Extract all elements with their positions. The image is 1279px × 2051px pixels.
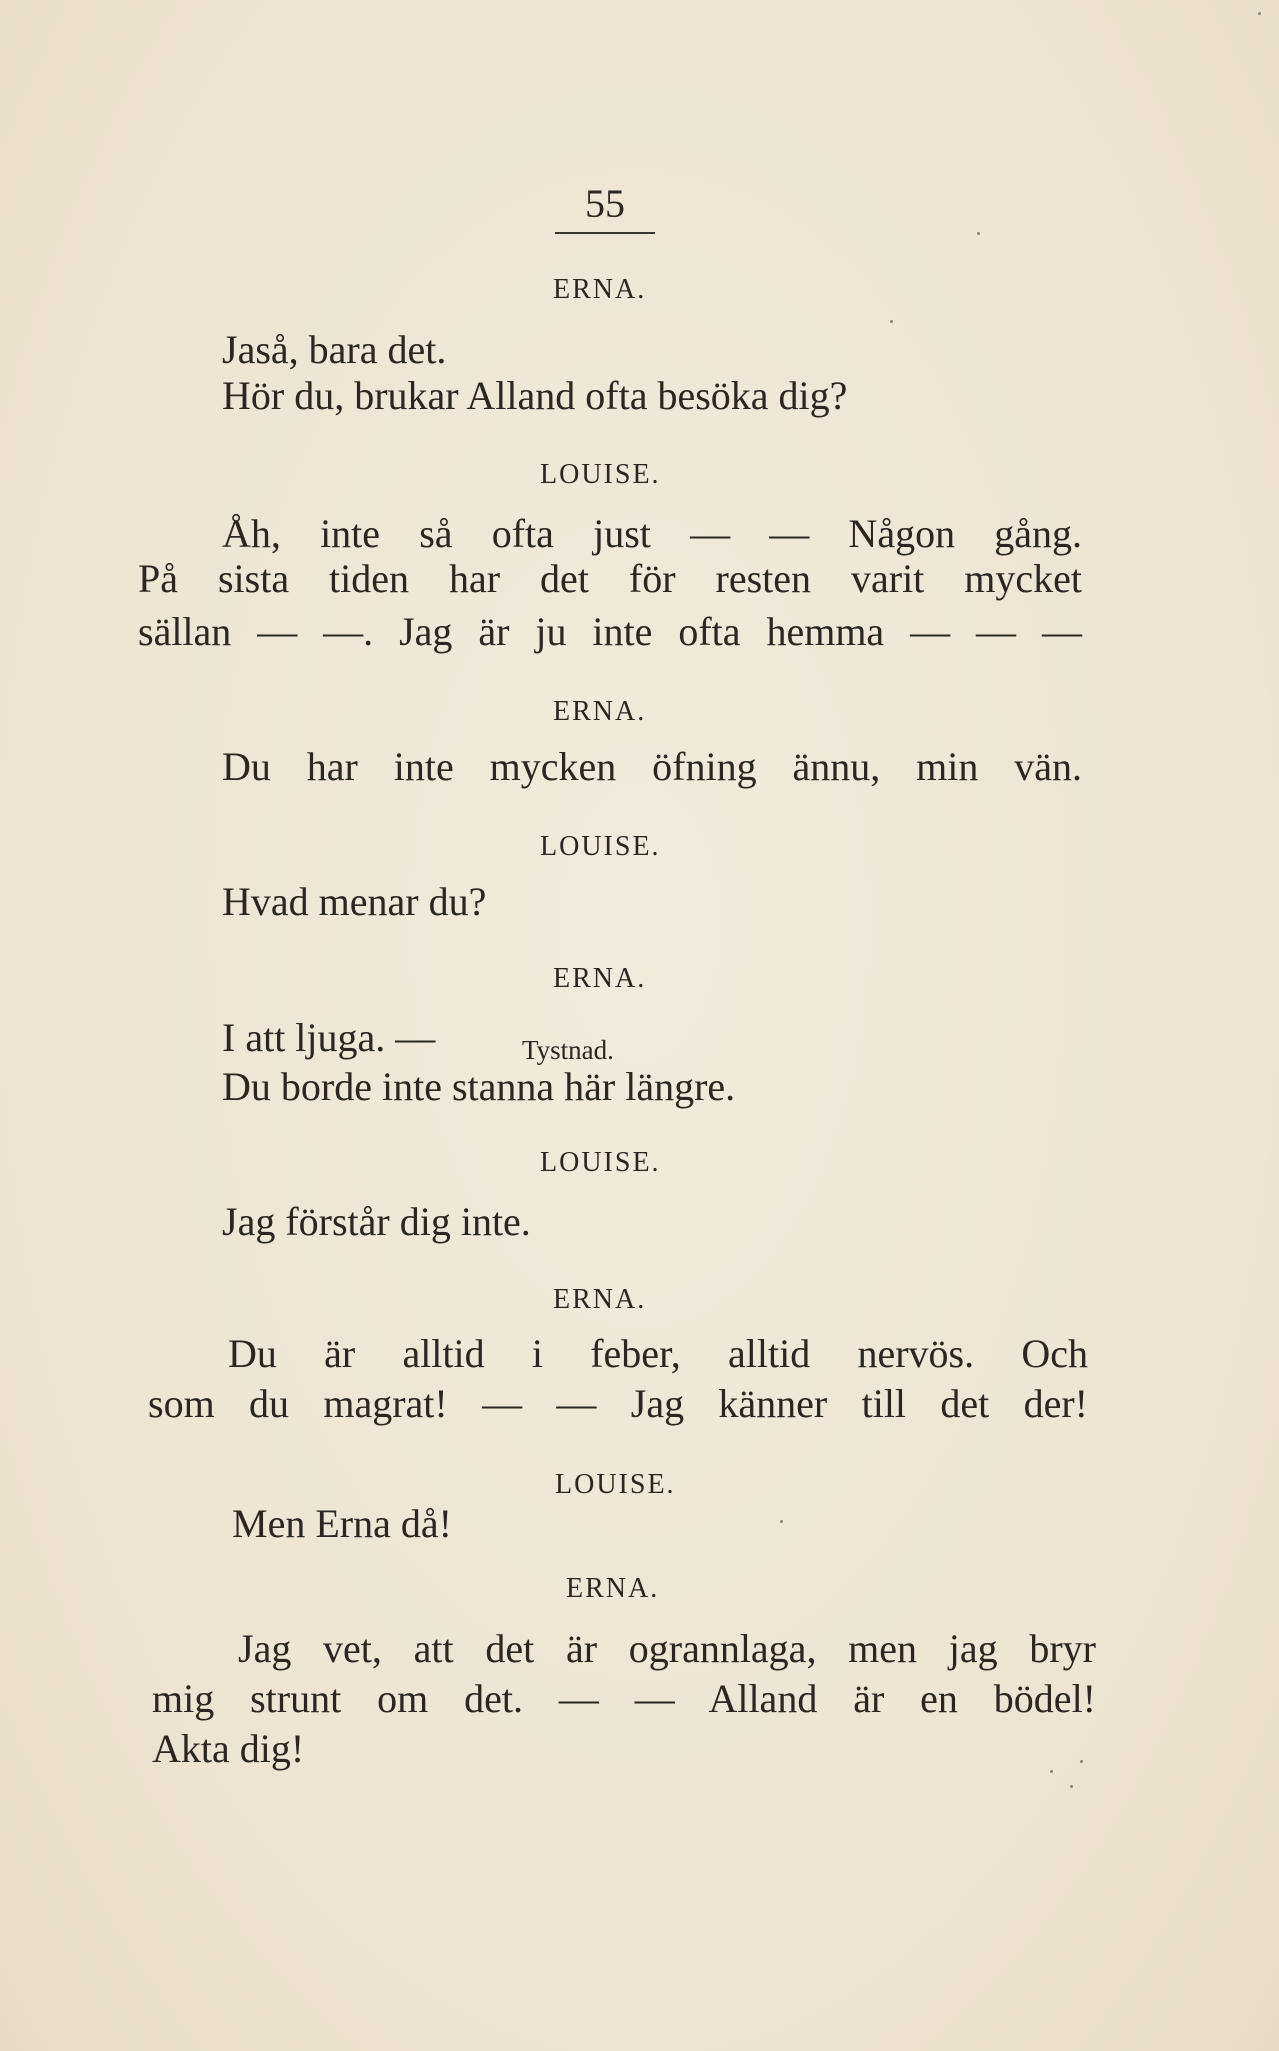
paper-speck (1258, 12, 1261, 15)
dialogue-line: Åh, inte så ofta just — — Någon gång. (222, 511, 1082, 556)
speaker-label: LOUISE. (540, 831, 661, 862)
paper-speck (1050, 1770, 1053, 1773)
dialogue-line: Jag vet, att det är ogrannlaga, men jag bryr (238, 1626, 1096, 1671)
paper-speck (1070, 1785, 1073, 1788)
dialogue-line: På sista tiden har det för resten varit mycket (138, 556, 1082, 601)
dialogue-line: Akta dig! (152, 1726, 305, 1771)
dialogue-line: Hör du, brukar Alland ofta besöka dig? (222, 373, 848, 418)
page-number-rule (555, 232, 655, 234)
paper-speck (977, 232, 980, 235)
paper-speck (1080, 1760, 1083, 1763)
dialogue-line: sällan — —. Jag är ju inte ofta hemma — — — (138, 609, 1082, 654)
speaker-label: ERNA. (566, 1573, 660, 1604)
speaker-label: ERNA. (553, 963, 647, 994)
dialogue-line: Du är alltid i feber, alltid nervös. Och (228, 1331, 1088, 1376)
speaker-label: LOUISE. (555, 1469, 676, 1500)
paper-speck (890, 320, 893, 323)
dialogue-line: Jag förstår dig inte. (222, 1199, 531, 1244)
dialogue-line: Hvad menar du? (222, 879, 487, 924)
speaker-label: ERNA. (553, 274, 647, 305)
page-number: 55 (585, 181, 625, 226)
stage-direction: Tystnad. (522, 1035, 614, 1065)
dialogue-line: som du magrat! — — Jag känner till det der! (148, 1381, 1088, 1426)
dialogue-line: Men Erna då! (232, 1501, 452, 1546)
speaker-label: LOUISE. (540, 459, 661, 490)
dialogue-line: mig strunt om det. — — Alland är en bödel! (152, 1676, 1096, 1721)
speaker-label: ERNA. (553, 696, 647, 727)
dialogue-line: Du har inte mycken öfning ännu, min vän. (222, 744, 1082, 789)
dialogue-line: Du borde inte stanna här längre. (222, 1064, 736, 1109)
dialogue-line: I att ljuga. — (222, 1015, 436, 1060)
speaker-label: LOUISE. (540, 1147, 661, 1178)
paper-speck (780, 1520, 783, 1523)
dialogue-line: Jaså, bara det. (222, 327, 447, 372)
speaker-label: ERNA. (553, 1284, 647, 1315)
